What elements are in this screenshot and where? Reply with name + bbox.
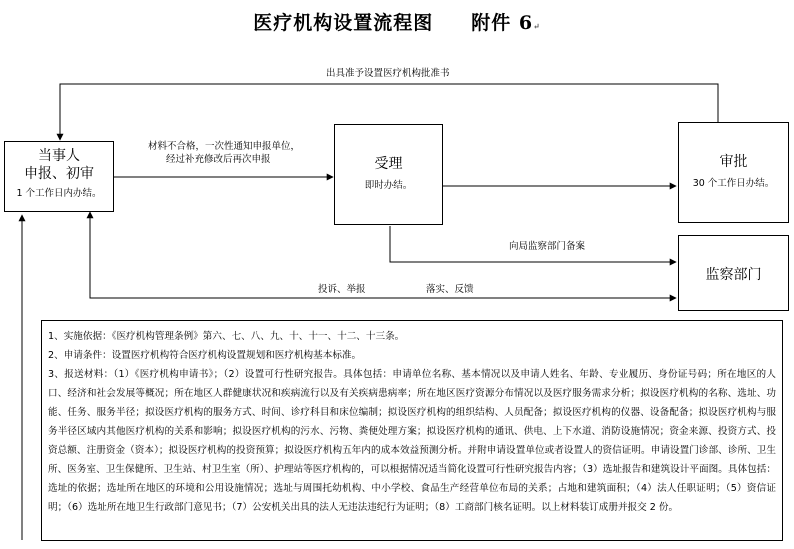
resubmit-label-line1: 材料不合格，一次性通知申报单位， — [148, 141, 301, 152]
accept-box — [334, 124, 443, 225]
supervise-title: 监察部门 — [705, 267, 762, 283]
applicant-subtitle: 申报、初审 — [24, 166, 94, 182]
return-label: 出具准予设置医疗机构批准书 — [326, 68, 450, 79]
diagram-title: 医疗机构设置流程图 — [253, 12, 434, 34]
notes-box — [41, 320, 783, 541]
notes-basis: 1、实施依据：《医疗机构管理条例》第六、七、八、九、十、十一、十二、十三条。 — [48, 331, 405, 342]
approve-box — [678, 122, 789, 223]
approve-note: 30 个工作日办结。 — [692, 178, 775, 189]
applicant-title: 当事人 — [38, 148, 80, 164]
record-label: 向局监察部门备案 — [509, 241, 586, 252]
applicant-box — [4, 141, 114, 212]
notes-materials: 3、报送材料：（1）《医疗机构申请书》；（2）设置可行性研究报告。具体包括：申请单位名称、基本情况以及申请人姓名、年龄、专业履历、身份证号码；所在地区的人口、经济和社会发展等概况；所在地区人群健康状况和疾病流行以及有关疾病患病率；所在地区医疗资源分布情况以及医疗服务需求分析；拟设医疗机构的名称、选址、功能、任务、服务半径；拟设医疗机构的服务方式、时间、诊疗科目和床位编制；拟设医疗机构的组织结构、人员配备；拟设医疗机构的仪器、设备配备；拟设医疗机构与服务半径区域内其他医疗机构的关系和影响；拟设医疗机构的污水、污物、粪便处理方案；拟设医疗机构的通讯、供电、上下水道、消防设施情况；资金来源、投资方式、投资总额、注册资金（资本）；拟设医疗机构的投资预算；拟设医疗机构五年内的成本效益预测分析。并附申请设置单位或者设置人的资信证明。申请设置门诊部、诊所、卫生所、医务室、卫生保健所、卫生站、村卫生室（所）、护理站等医疗机构的，可以根据情况适当简化设置可行性研究报告内容；（3）选址报告和建筑设计平面图。具体包括：选址的依据；选址所在地区的环境和公用设施情况；选址与周围托幼机构、中小学校、食品生产经营单位布局的关系；占地和建筑面积；（4）法人任职证明；（5）资信证明；（6）选址所在地卫生行政部门意见书；（7）公安机关出具的法人无违法违纪行为证明；（8）工商部门核名证明。以上材料装订成册并报交 2 份。 — [48, 369, 776, 513]
return-mark: ↵ — [533, 21, 541, 31]
feedback-label: 落实、反馈 — [426, 284, 474, 295]
accept-title: 受理 — [374, 156, 403, 172]
resubmit-label-line2: 经过补充修改后再次申报 — [166, 154, 271, 165]
attachment-number: 附件 6 — [471, 12, 534, 34]
notes-conditions: 2、申请条件：设置医疗机构符合医疗机构设置规划和医疗机构基本标准。 — [48, 350, 362, 361]
complaint-label: 投诉、举报 — [318, 284, 366, 295]
supervise-box — [678, 235, 789, 311]
accept-note: 即时办结。 — [364, 180, 413, 191]
applicant-note: 1 个工作日内办结。 — [16, 188, 102, 199]
approve-title: 审批 — [719, 154, 748, 170]
